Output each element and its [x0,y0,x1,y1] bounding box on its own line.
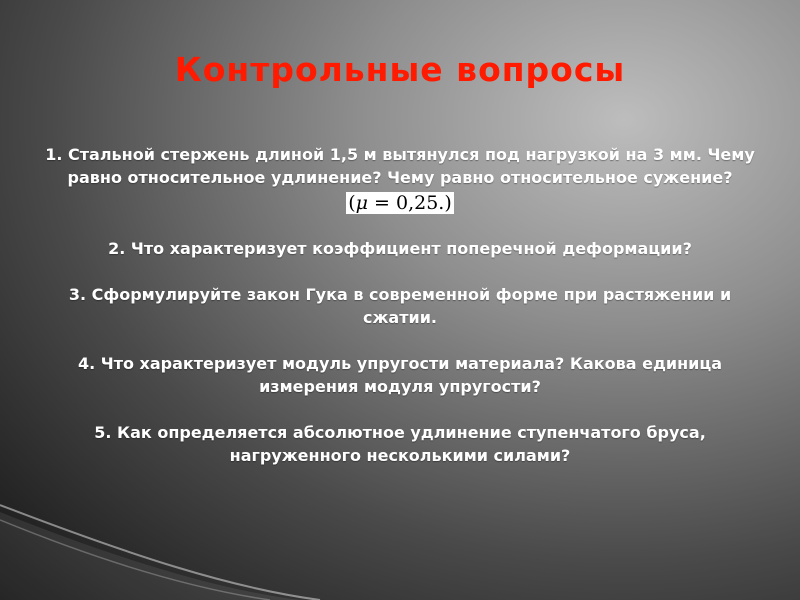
question-text: Стальной стержень длиной 1,5 м вытянулся под нагрузкой на 3 мм. Чему равно относительное удлинение? Чему равно относительное сужение? [62,145,755,187]
question-number: 3. [68,285,87,304]
slide-title: Контрольные вопросы [174,50,626,89]
question-text: Что характеризует коэффициент поперечной деформации? [125,239,692,258]
question-4 [40,352,760,398]
questions-list [40,143,760,490]
question-number: 5. [94,423,112,442]
question-3 [40,283,760,329]
formula-symbol: μ [355,192,368,214]
formula-value: = 0,25.) [368,192,452,214]
question-text: Сформулируйте закон Гука в современной форме при растяжении и сжатии. [86,285,732,327]
question-5 [40,421,760,467]
question-number: 1. [45,145,63,164]
question-text: Что характеризует модуль упругости материала? Какова единица измерения модуля упругости? [95,354,723,396]
question-number: 2. [108,239,126,258]
question-1 [40,143,760,214]
formula: (μ = 0,25.) [348,192,452,214]
question-2 [40,237,760,260]
question-number: 4. [77,354,96,373]
question-text: Как определяется абсолютное удлинение ступенчатого бруса, нагруженного несколькими силами? [111,423,706,465]
